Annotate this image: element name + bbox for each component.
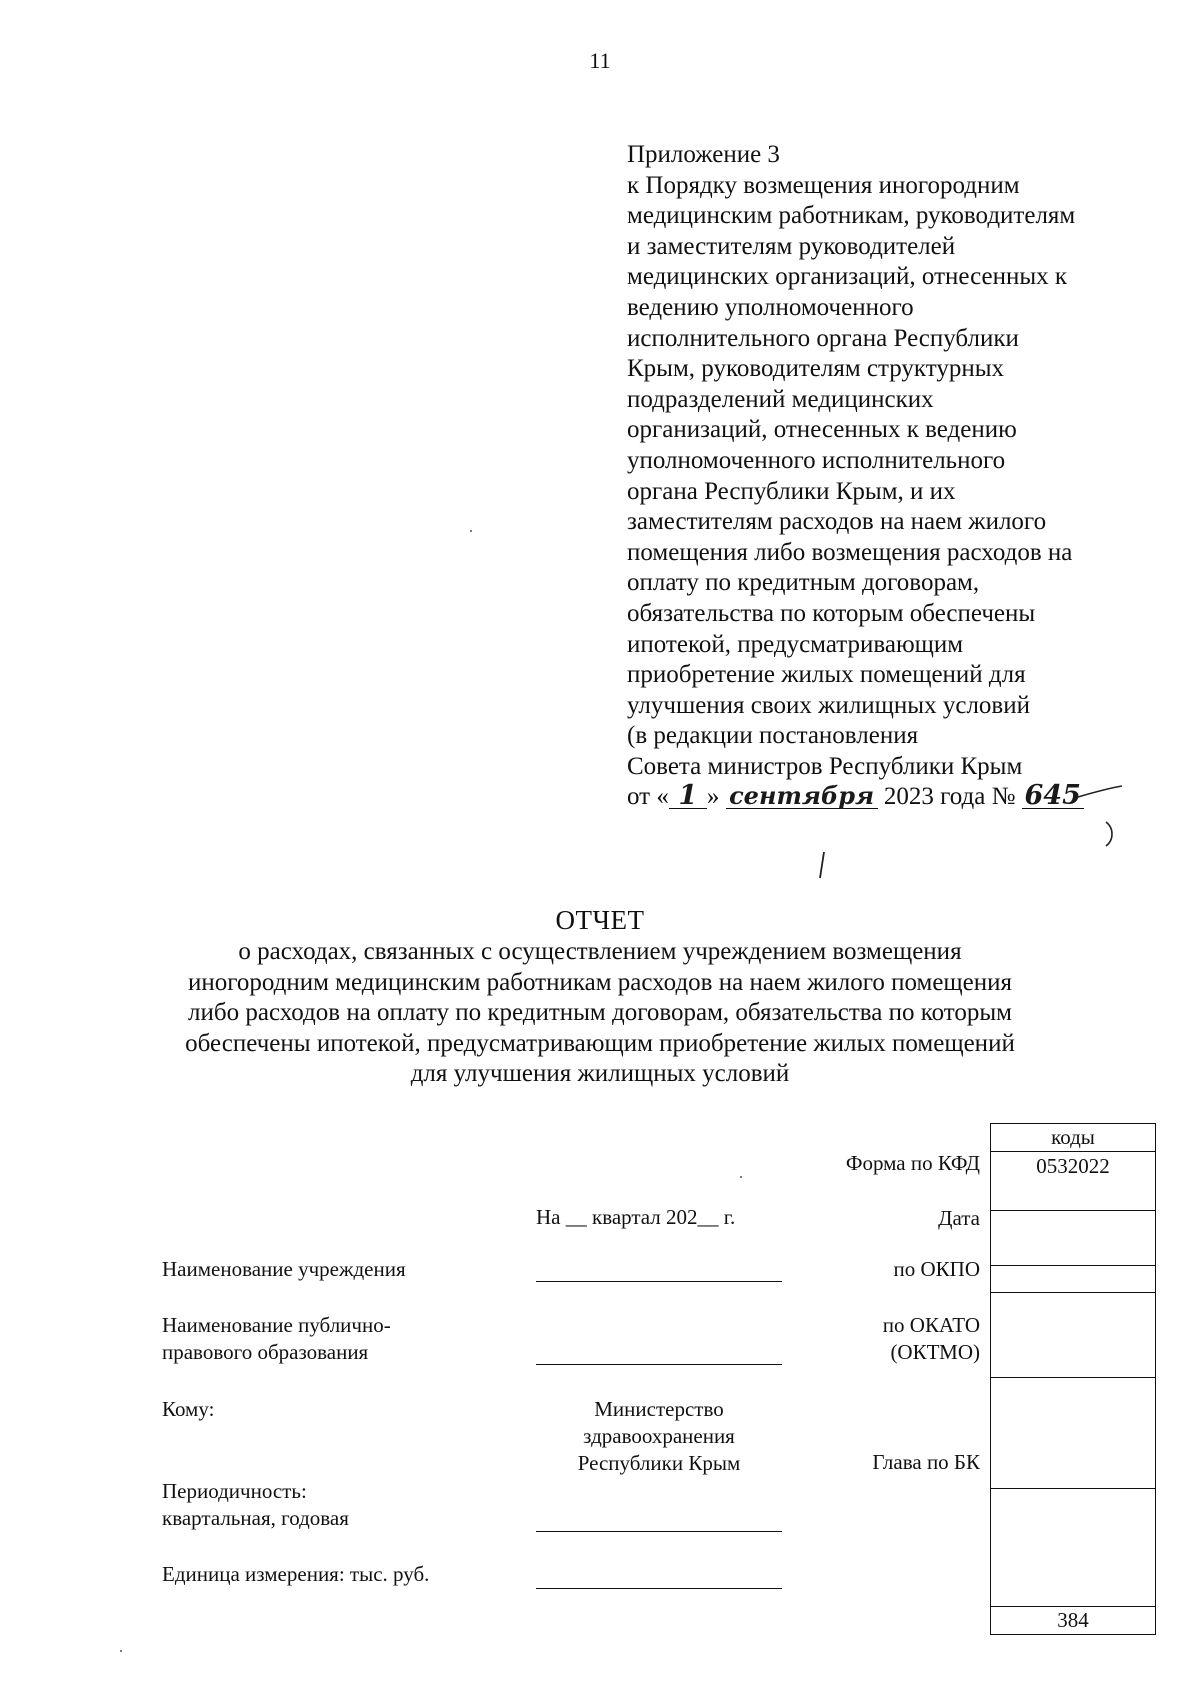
public-entity-label-line: правового образования [162, 1340, 369, 1364]
periodicity-label [162, 1478, 349, 1532]
appendix-line: к Порядку возмещения иногородним [627, 171, 1020, 199]
report-subtitle [150, 937, 1050, 1090]
form-kfd-label: Форма по КФД [845, 1151, 980, 1175]
date-mid: » [706, 783, 720, 811]
code-okato[interactable] [991, 1293, 1155, 1378]
okato-label-line: (ОКТМО) [890, 1340, 980, 1364]
date-day-handwritten: 1 [669, 784, 707, 809]
institution-fill-line[interactable] [536, 1281, 782, 1282]
appendix-line: (в редакции постановления [627, 722, 919, 750]
code-kfd[interactable]: 0532022 [991, 1152, 1155, 1211]
report-subtitle-line: обеспечены ипотекой, предусматривающим приобретение жилых помещений [185, 1029, 1015, 1057]
appendix-line: заместителям расходов на наем жилого [627, 508, 1047, 536]
appendix-line: приобретение жилых помещений для [627, 661, 1026, 689]
date-month-handwritten: сентября [726, 784, 878, 809]
date-year-text: 2023 года № [883, 783, 1016, 811]
periodicity-label-line: Периодичность: [162, 1479, 307, 1503]
codes-table [990, 1123, 1156, 1635]
recipient-line: здравоохранения [583, 1424, 735, 1448]
report-subtitle-line: для улучшения жилищных условий [410, 1060, 790, 1087]
glava-bk-label: Глава по БК [872, 1450, 980, 1474]
appendix-line: оплату по кредитным договорам, [627, 569, 980, 597]
report-subtitle-line: о расходах, связанных с осуществлением учреждением возмещения [238, 938, 962, 965]
code-date[interactable] [991, 1211, 1155, 1266]
decree-number-handwritten: 645 [1022, 784, 1084, 809]
date-prefix: от « [627, 783, 669, 811]
public-entity-label [162, 1312, 391, 1366]
appendix-line: медицинским работникам, руководителям [627, 202, 1076, 230]
report-subtitle-line: иногородним медицинским работникам расходов на наем жилого помещения [187, 968, 1013, 996]
appendix-line: уполномоченного исполнительного [627, 446, 1006, 474]
scan-speck [470, 530, 472, 532]
codes-header: коды [991, 1124, 1155, 1152]
appendix-line: исполнительного органа Республики [627, 324, 1019, 352]
scan-speck [120, 1650, 122, 1652]
appendix-line: и заместителям руководителей [627, 232, 956, 260]
appendix-line: Приложение 3 [627, 141, 780, 168]
okato-label-line: по ОКАТО [882, 1313, 980, 1337]
code-unit[interactable]: 384 [1057, 1608, 1089, 1632]
unit-fill-line[interactable] [536, 1588, 782, 1589]
appendix-line: Совета министров Республики Крым [627, 752, 1023, 780]
okato-label [780, 1312, 980, 1366]
report-title: ОТЧЕТ [555, 905, 645, 935]
code-glava-bk[interactable] [991, 1378, 1155, 1489]
code-periodicity[interactable] [991, 1489, 1155, 1607]
report-subtitle-line: либо расходов на оплату по кредитным договорам, обязательства по которым [188, 999, 1012, 1026]
to-label: Кому: [162, 1397, 215, 1421]
appendix-line: ведению уполномоченного [627, 293, 914, 321]
appendix-line: улучшения своих жилищных условий [627, 691, 1030, 719]
signature-stroke [1106, 822, 1112, 846]
recipient-line: Министерство [594, 1397, 724, 1421]
appendix-line: медицинских организаций, отнесенных к [627, 263, 1068, 291]
recipient-line: Республики Крым [577, 1451, 741, 1475]
appendix-line: Крым, руководителям структурных [627, 355, 1005, 383]
page-number: 11 [589, 48, 611, 73]
appendix-line: подразделений медицинских [627, 385, 934, 413]
scan-speck [740, 1176, 742, 1178]
signature-stroke [1078, 786, 1122, 797]
period-field: На __ квартал 202__ г. [536, 1205, 736, 1229]
recipient-name [536, 1396, 782, 1477]
date-label: Дата [938, 1206, 980, 1230]
appendix-line: помещения либо возмещения расходов на [627, 538, 1073, 566]
appendix-line: ипотекой, предусматривающим [627, 630, 964, 658]
appendix-line: обязательства по которым обеспечены [627, 599, 1036, 627]
public-entity-fill-line[interactable] [536, 1364, 782, 1365]
institution-label: Наименование учреждения [162, 1257, 406, 1281]
code-okpo[interactable] [991, 1266, 1155, 1293]
signature-stroke [820, 852, 824, 878]
public-entity-label-line: Наименование публично- [162, 1313, 391, 1337]
periodicity-fill-line[interactable] [536, 1531, 782, 1532]
periodicity-label-line: квартальная, годовая [162, 1506, 349, 1530]
appendix-line: организаций, отнесенных к ведению [627, 416, 1017, 444]
unit-label: Единица измерения: тыс. руб. [162, 1562, 430, 1586]
appendix-line: органа Республики Крым, и их [627, 477, 956, 505]
okpo-label: по ОКПО [893, 1257, 980, 1281]
